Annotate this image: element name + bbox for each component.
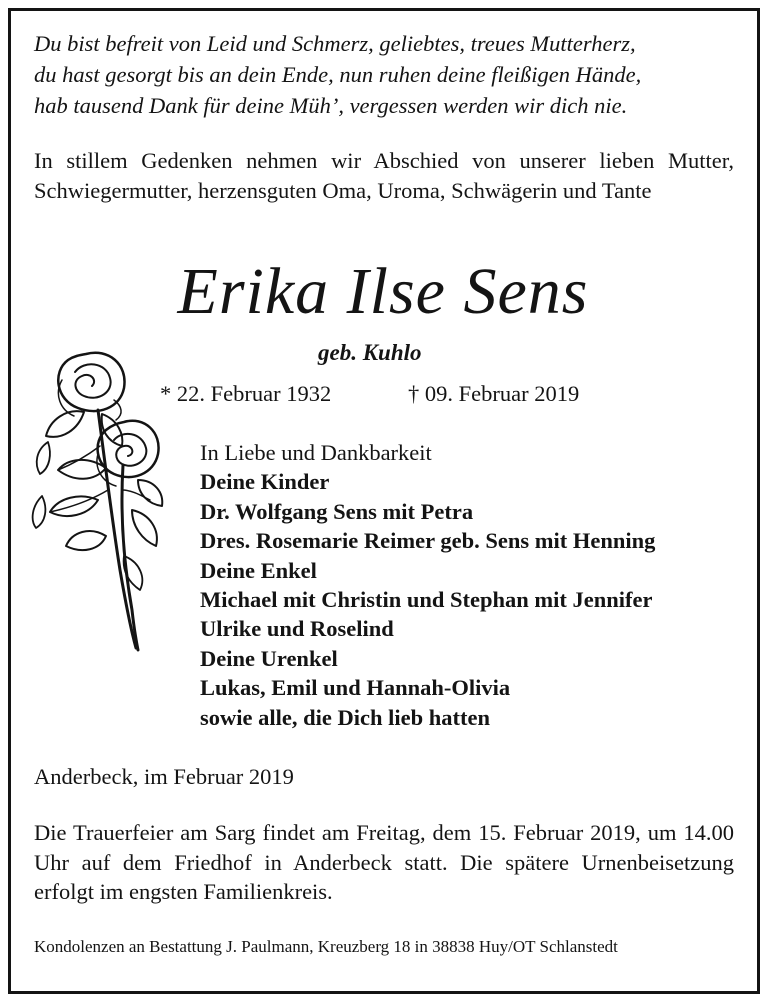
- family-line: Ulrike und Roselind: [200, 616, 394, 642]
- family-line: Dres. Rosemarie Reimer geb. Sens mit Henning: [200, 528, 656, 554]
- family-line: Michael mit Christin und Stephan mit Jennifer: [200, 587, 653, 613]
- maiden-name: geb. Kuhlo: [318, 340, 422, 365]
- place-date: Anderbeck, im Februar 2019: [34, 764, 294, 789]
- family-list: [200, 438, 760, 732]
- intro-text: In stillem Gedenken nehmen wir Abschied von unserer lieben Mutter, Schwiegermutter, herzensguten Oma, Uroma, Schwägerin und Tante: [34, 148, 734, 203]
- poem-line: du hast gesorgt bis an dein Ende, nun ruhen deine fleißigen Hände,: [34, 62, 642, 87]
- service-info: Die Trauerfeier am Sarg findet am Freitag, dem 15. Februar 2019, um 14.00 Uhr auf dem Friedhof in Anderbeck statt. Die spätere Urnenbeisetzung erfolgt im engsten Familienkreis.: [34, 820, 734, 904]
- greeting-line: In Liebe und Dankbarkeit: [200, 440, 432, 465]
- poem-line: hab tausend Dank für deine Müh’, vergessen werden wir dich nie.: [34, 93, 628, 118]
- family-line: Deine Enkel: [200, 557, 317, 583]
- birth-date: * 22. Februar 1932: [160, 381, 332, 406]
- family-line: Dr. Wolfgang Sens mit Petra: [200, 498, 474, 524]
- condolence-address: Kondolenzen an Bestattung J. Paulmann, Kreuzberg 18 in 38838 Huy/OT Schlanstedt: [34, 937, 618, 956]
- family-line: Lukas, Emil und Hannah-Olivia: [200, 675, 511, 701]
- family-line: Deine Urenkel: [200, 645, 338, 671]
- memorial-poem: [34, 28, 734, 121]
- rose-icon: [28, 350, 170, 655]
- deceased-name: Erika Ilse Sens: [177, 255, 589, 328]
- family-line: sowie alle, die Dich lieb hatten: [200, 704, 490, 730]
- poem-line: Du bist befreit von Leid und Schmerz, geliebtes, treues Mutterherz,: [34, 31, 636, 56]
- death-date: † 09. Februar 2019: [408, 381, 580, 406]
- family-line: Deine Kinder: [200, 469, 330, 495]
